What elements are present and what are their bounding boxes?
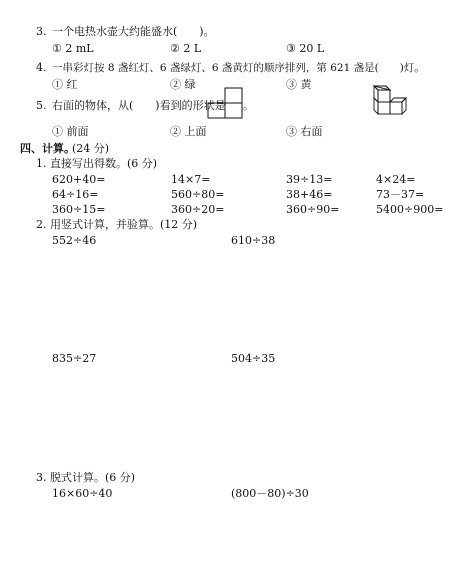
vertical-calc-item: 610÷38 [231, 234, 276, 247]
q5-option-3: ③ 右面 [286, 125, 323, 138]
vertical-calc-item: 552÷46 [52, 234, 97, 247]
q5-text: 右面的物体，从( )看到的形状是 [52, 99, 226, 112]
part-2-title: 2. 用竖式计算，并验算。(12 分) [36, 218, 198, 231]
step-calc-item: (800－80)÷30 [231, 487, 309, 500]
q3-option-1: ① 2 mL [52, 42, 94, 55]
part-3-title: 3. 脱式计算。(6 分) [36, 471, 136, 484]
q5-text-end: 。 [243, 99, 254, 112]
mental-calc-cell: 38+46= [286, 188, 333, 201]
mental-calc-cell: 560÷80= [171, 188, 225, 201]
q5-option-2: ② 上面 [170, 125, 207, 138]
q3-option-3: ③ 20 L [286, 42, 325, 55]
q4-text: 一串彩灯按 8 盏红灯、6 盏绿灯、6 盏黄灯的顺序排列，第 621 盏是( )灯。 [52, 62, 425, 74]
mental-calc-cell: 360÷20= [171, 203, 225, 216]
section-4-title: 四、计算。 [20, 142, 75, 155]
q5-number: 5. [36, 99, 47, 112]
vertical-calc-item: 504÷35 [231, 352, 276, 365]
part-1-title: 1. 直接写出得数。(6 分) [36, 157, 158, 170]
q4-number: 4. [36, 61, 47, 74]
q3-option-2: ② 2 L [170, 42, 202, 55]
cube-object-figure [368, 84, 416, 120]
q3-text: 一个电热水壶大约能盛水( )。 [52, 25, 215, 38]
mental-calc-cell: 39÷13= [286, 173, 333, 186]
mental-calc-cell: 620+40= [52, 173, 106, 186]
mental-calc-cell: 360÷15= [52, 203, 106, 216]
q4-option-3: ③ 黄 [286, 78, 312, 91]
step-calc-item: 16×60÷40 [52, 487, 113, 500]
section-4-points: (24 分) [72, 142, 110, 155]
mental-calc-cell: 14×7= [171, 173, 211, 186]
mental-calc-cell: 360÷90= [286, 203, 340, 216]
view-shape-figure [207, 87, 245, 119]
q5-option-1: ① 前面 [52, 125, 89, 138]
q4-option-1: ① 红 [52, 78, 78, 91]
vertical-calc-item: 835÷27 [52, 352, 97, 365]
mental-calc-cell: 4×24= [376, 173, 416, 186]
q3-number: 3. [36, 25, 47, 38]
q4-option-2: ② 绿 [170, 78, 196, 91]
mental-calc-cell: 64÷16= [52, 188, 99, 201]
mental-calc-cell: 5400÷900= [376, 203, 444, 216]
mental-calc-cell: 73－37= [376, 188, 425, 201]
